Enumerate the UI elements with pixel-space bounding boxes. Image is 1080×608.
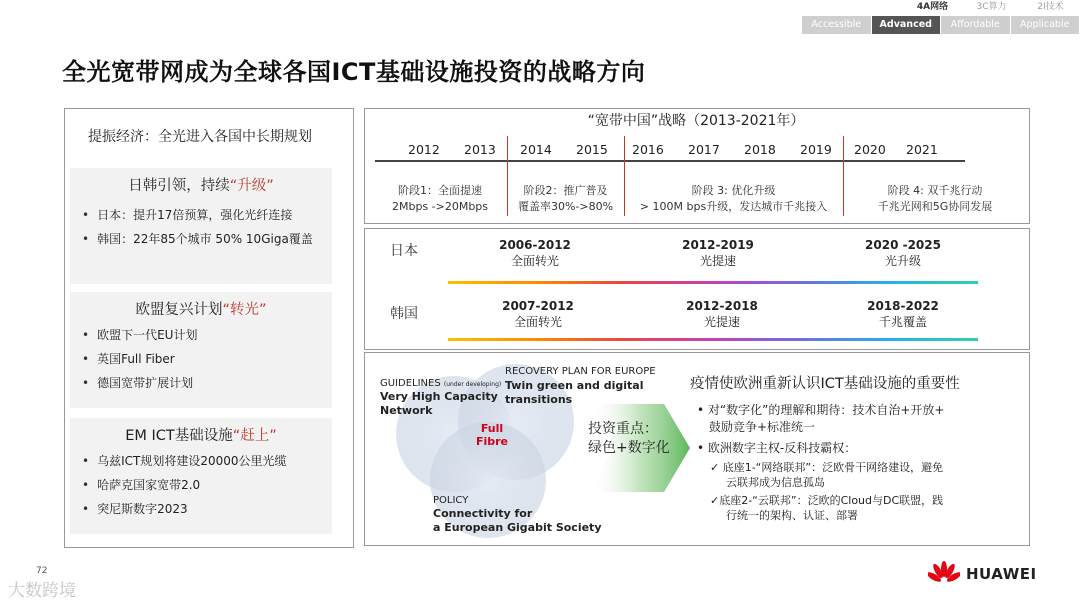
phase-desc: 千兆光网和5G协同发展	[877, 200, 993, 213]
phase-title: 阶段 4: 双千兆行动	[887, 184, 983, 197]
list-item: • 日本：提升17倍预算，强化光纤连接	[82, 203, 332, 227]
korea-gradient-bar	[448, 338, 978, 341]
list-item: • 乌兹ICT规划将建设20000公里光缆	[82, 449, 332, 473]
subbullet-line: 行统一的架构、认证、部署	[726, 509, 858, 522]
block-em	[70, 418, 332, 534]
center-line: Fibre	[475, 435, 509, 448]
guidelines-text	[380, 390, 498, 418]
period-desc: 光提速	[703, 315, 740, 329]
phase-divider	[843, 136, 844, 216]
eu-subbullet-2	[710, 493, 943, 523]
recovery-text	[505, 379, 643, 407]
phase-divider	[624, 136, 625, 216]
phase-1	[375, 183, 505, 215]
guidelines-label	[380, 378, 501, 389]
invest-line: 投资重点：	[588, 421, 658, 437]
year-label: 2021	[906, 142, 938, 157]
tab-3c-compute[interactable]: 3C算力	[976, 2, 1007, 12]
period-years: 2007-2012	[502, 299, 574, 313]
phase-3	[626, 183, 841, 215]
recovery-line: Twin green and digital	[505, 379, 644, 392]
page-number: 72	[36, 566, 48, 576]
year-label: 2018	[744, 142, 776, 157]
bullet-list	[70, 323, 332, 395]
invest-line: 绿色+数字化	[588, 440, 670, 456]
year-label: 2016	[632, 142, 664, 157]
policy-label: POLICY	[433, 495, 469, 506]
bullet-list	[70, 449, 332, 521]
guidelines-line: Network	[380, 404, 433, 417]
phase-2	[509, 183, 622, 215]
period-years: 2006-2012	[499, 238, 571, 252]
list-item: • 突尼斯数字2023	[82, 497, 332, 521]
japan-period-3	[848, 237, 958, 269]
guidelines-title: GUIDELINES	[380, 378, 441, 389]
block-japan-korea	[70, 168, 332, 284]
period-desc: 全面转光	[510, 254, 559, 268]
full-fibre-label	[470, 422, 514, 448]
country-korea: 韩国	[390, 306, 418, 322]
timeline-axis	[375, 160, 965, 162]
huawei-petal-icon	[928, 561, 960, 587]
center-line: Full	[480, 422, 504, 435]
list-item: • 韩国：22年85个城市 50% 10Giga覆盖	[82, 227, 332, 251]
bottom-tabs	[802, 16, 1080, 34]
year-label: 2012	[408, 142, 440, 157]
block-title-highlight: “赶上”	[232, 428, 277, 444]
left-heading: 提振经济：全光进入各国中长期规划	[88, 129, 312, 145]
eu-right-title: 疫情使欧洲重新认识ICT基础设施的重要性	[690, 376, 960, 392]
phase-title: 阶段1：全面提速	[398, 184, 482, 197]
guidelines-note: (under developing)	[443, 381, 502, 388]
period-desc: 光升级	[884, 254, 921, 268]
guidelines-line: Very High Capacity	[380, 390, 498, 403]
block-title-highlight: “升级”	[229, 178, 274, 194]
year-label: 2019	[800, 142, 832, 157]
korea-period-1	[483, 298, 593, 330]
eu-subbullet-1	[710, 460, 943, 490]
phase-desc: 覆盖率30%->80%	[517, 200, 614, 213]
block-title-prefix: EM ICT基础设施	[125, 428, 233, 444]
japan-period-1	[480, 237, 590, 269]
subbullet-line: ✓ 底座1-“网络联邦”：泛欧骨干网络建设，避免	[710, 461, 944, 474]
block-title-prefix: 欧盟复兴计划	[135, 302, 223, 318]
period-desc: 光提速	[699, 254, 736, 268]
block-title-highlight: “转光”	[222, 302, 267, 318]
investment-focus	[588, 420, 670, 458]
block-eu	[70, 292, 332, 408]
timeline-title: “宽带中国”战略（2013-2021年）	[587, 113, 805, 129]
phase-desc: > 100M bps升级，发达城市千兆接入	[639, 200, 828, 213]
subbullet-line: ✓底座2-“云联邦”：泛欧的Cloud与DC联盟，践	[710, 494, 944, 507]
phase-title: 阶段2：推广普及	[523, 184, 608, 197]
year-label: 2015	[576, 142, 608, 157]
year-label: 2014	[520, 142, 552, 157]
eu-bullet-1	[697, 402, 944, 436]
phase-divider	[507, 136, 508, 216]
period-desc: 全面转光	[513, 315, 562, 329]
tab-accessible[interactable]: Accessible	[802, 16, 872, 34]
year-label: 2020	[854, 142, 886, 157]
brand-name: HUAWEI	[966, 565, 1037, 583]
phase-4	[845, 183, 1025, 215]
phase-desc: 2Mbps ->20Mbps	[391, 200, 489, 213]
list-item: • 德国宽带扩展计划	[82, 371, 332, 395]
block-title	[70, 424, 332, 445]
policy-line: Connectivity for	[433, 507, 533, 520]
policy-line: a European Gigabit Society	[433, 521, 602, 534]
tab-4a-network[interactable]: 4A网络	[916, 2, 949, 12]
japan-period-2	[663, 237, 773, 269]
policy-text	[433, 507, 602, 535]
bullet-line: • 对“数字化”的理解和期待：技术自治+开放+	[697, 403, 945, 417]
korea-period-2	[667, 298, 777, 330]
bullet-line: 鼓励竞争+标准统一	[709, 420, 816, 434]
bullet-list	[70, 203, 332, 251]
slide-title: 全光宽带网成为全球各国ICT基础设施投资的战略方向	[62, 58, 646, 86]
year-label: 2017	[688, 142, 720, 157]
japan-gradient-bar	[448, 281, 978, 284]
block-title	[70, 174, 332, 195]
period-desc: 千兆覆盖	[878, 315, 927, 329]
tab-affordable[interactable]: Affordable	[941, 16, 1011, 34]
list-item: • 欧盟下一代EU计划	[82, 323, 332, 347]
huawei-logo	[928, 560, 1048, 588]
korea-period-3	[848, 298, 958, 330]
period-years: 2012-2019	[682, 238, 754, 252]
phase-title: 阶段 3: 优化升级	[691, 184, 776, 197]
recovery-label: RECOVERY PLAN FOR EUROPE	[505, 366, 656, 377]
subbullet-line: 云联邦成为信息孤岛	[726, 476, 825, 489]
eu-bullet-2: • 欧洲数字主权-反科技霸权：	[697, 441, 857, 455]
year-label: 2013	[464, 142, 496, 157]
list-item: • 英国Full Fiber	[82, 347, 332, 371]
block-title	[70, 298, 332, 319]
country-japan: 日本	[390, 243, 418, 259]
tab-applicable[interactable]: Applicable	[1011, 16, 1080, 34]
list-item: • 哈萨克国家宽带2.0	[82, 473, 332, 497]
tab-advanced[interactable]: Advanced	[872, 16, 942, 34]
period-years: 2012-2018	[686, 299, 758, 313]
block-title-prefix: 日韩引领，持续	[128, 178, 230, 194]
period-years: 2020 -2025	[865, 238, 941, 252]
recovery-line: transitions	[505, 393, 573, 406]
top-tabs	[903, 0, 1080, 14]
tab-2i-tech[interactable]: 2I技术	[1037, 2, 1064, 12]
period-years: 2018-2022	[867, 299, 939, 313]
watermark: 大数跨境	[8, 581, 76, 601]
